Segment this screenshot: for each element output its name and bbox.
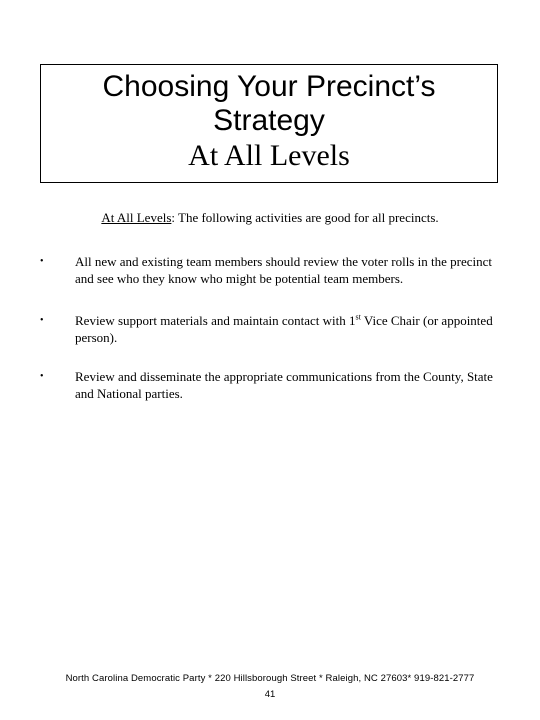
intro-label: At All Levels [101,210,172,225]
footer-address: North Carolina Democratic Party * 220 Hillsborough Street * Raleigh, NC 27603* 919-821-2777 [65,673,475,684]
list-item-text: Review and disseminate the appropriate communications from the County, State and National parties. [75,369,493,401]
list-item-text [75,312,500,346]
bullet-icon: • [40,256,44,267]
page-subtitle: At All Levels [188,139,350,172]
list-item-text-part: Review support materials and maintain contact with 1 [75,313,356,328]
list-item-text-part: Vice Chair (or appointed person). [75,313,493,345]
bullet-icon: • [40,371,44,382]
list-item-text: All new and existing team members should review the voter rolls in the precinct and see who they know who might be potential team members. [75,254,492,286]
intro-text: : The following activities are good for all precincts. [171,210,439,225]
page-title-line-1: Choosing Your Precinct’s [102,70,436,103]
ordinal-suffix: st [355,312,361,322]
bullet-icon: • [40,315,44,326]
page-title-line-2: Strategy [213,104,325,137]
page-number: 41 [264,689,276,700]
